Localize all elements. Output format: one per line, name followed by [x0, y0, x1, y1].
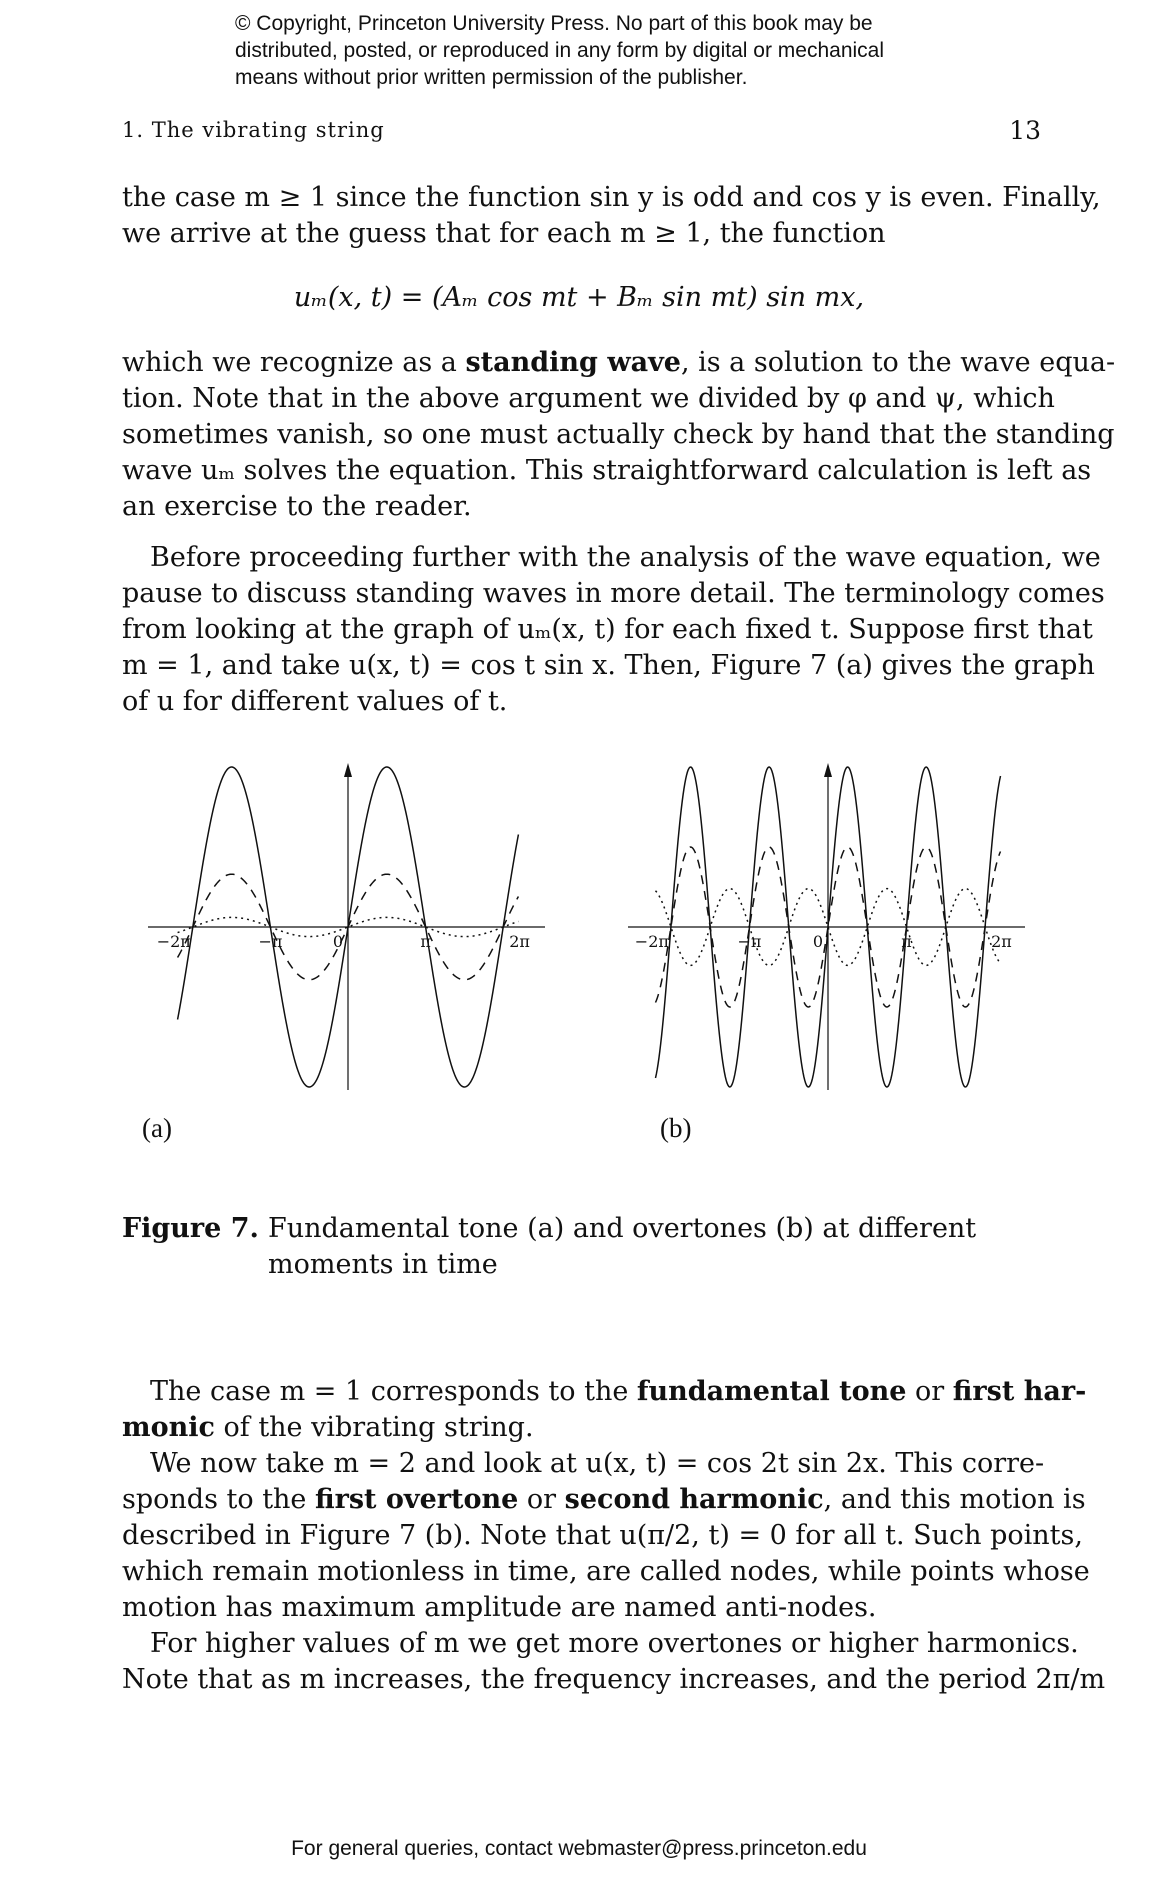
term-first-overtone: first overtone	[315, 1484, 519, 1515]
page-number: 13	[1009, 116, 1041, 145]
figure-panel-b	[628, 763, 1025, 1090]
caption-label: Figure 7.	[122, 1213, 259, 1244]
y-axis-arrow	[824, 763, 832, 777]
paragraph-2	[122, 345, 1116, 525]
text-line: of u for different values of t.	[122, 686, 508, 717]
term-first-harmonic: first har-	[952, 1376, 1087, 1407]
copyright-line-1: © Copyright, Princeton University Press. No part of this book may be	[235, 12, 873, 35]
panel-a-label: (a)	[142, 1113, 172, 1143]
text-line: from looking at the graph of uₘ(x, t) for each fixed t. Suppose first that	[122, 614, 1093, 645]
figure-7	[0, 755, 1158, 1105]
paragraph-4	[122, 1374, 1087, 1446]
y-axis-arrow	[344, 763, 352, 777]
text-line: Note that as m increases, the frequency increases, and the period 2π/m	[122, 1664, 1106, 1695]
term-standing-wave: standing wave	[465, 347, 681, 378]
term-first-harmonic-cont: monic	[122, 1412, 215, 1443]
tick-label-zero: 0	[332, 932, 344, 951]
text-line: tion. Note that in the above argument we divided by φ and ψ, which	[122, 383, 1055, 414]
text-line	[122, 345, 1116, 381]
copyright-line-3: means without prior written permission of the publisher.	[235, 66, 748, 89]
text-run: sponds to the	[122, 1484, 315, 1515]
tick-label-neg_two_pi: −2π	[156, 932, 191, 951]
text-run: which we recognize as a	[122, 347, 466, 378]
tick-label-pi: π	[901, 932, 912, 951]
text-line: described in Figure 7 (b). Note that u(π/2, t) = 0 for all t. Such points,	[122, 1520, 1083, 1551]
caption-text: Fundamental tone (a) and overtones (b) at different moments in time	[268, 1213, 977, 1280]
text-run: , and this motion is	[823, 1484, 1086, 1515]
text-line: an exercise to the reader.	[122, 491, 472, 522]
term-second-harmonic: second harmonic	[564, 1484, 824, 1515]
paragraph-5	[122, 1446, 1090, 1626]
text-line: wave uₘ solves the equation. This straightforward calculation is left as	[122, 455, 1092, 486]
text-run: of the vibrating string.	[214, 1412, 534, 1443]
running-head: 1. The vibrating string	[122, 118, 385, 142]
tick-label-two_pi: 2π	[509, 932, 530, 951]
text-run: The case m = 1 corresponds to the	[150, 1376, 637, 1407]
tick-label-two_pi: 2π	[991, 932, 1012, 951]
tick-label-neg_two_pi: −2π	[634, 932, 669, 951]
paragraph-1	[122, 180, 1101, 252]
panel-b-label: (b)	[660, 1113, 692, 1143]
text-line: motion has maximum amplitude are named anti-nodes.	[122, 1592, 877, 1623]
paragraph-3	[122, 540, 1105, 720]
tick-label-pi: π	[420, 932, 431, 951]
footer-contact: For general queries, contact webmaster@press.princeton.edu	[291, 1837, 867, 1860]
text-line: we arrive at the guess that for each m ≥ 1, the function	[122, 218, 886, 249]
copyright-line-2: distributed, posted, or reproduced in any form by digital or mechanical	[235, 39, 885, 62]
text-line	[122, 1374, 1087, 1410]
tick-label-neg_pi: −π	[258, 932, 283, 951]
text-line: Before proceeding further with the analysis of the wave equation, we	[150, 542, 1101, 573]
figure-panel-a	[148, 763, 545, 1090]
text-run: , is a solution to the wave equa-	[680, 347, 1116, 378]
text-line	[122, 1410, 1041, 1446]
text-line: sometimes vanish, so one must actually check by hand that the standing	[122, 419, 1115, 450]
text-line: the case m ≥ 1 since the function sin y is odd and cos y is even. Finally,	[122, 182, 1101, 213]
text-line: pause to discuss standing waves in more detail. The terminology comes	[122, 578, 1105, 609]
text-line: We now take m = 2 and look at u(x, t) = cos 2t sin 2x. This corre-	[150, 1448, 1045, 1479]
standing-wave-equation: uₘ(x, t) = (Aₘ cos mt + Bₘ sin mt) sin mx,	[293, 282, 865, 313]
text-run: or	[906, 1376, 953, 1407]
term-fundamental-tone: fundamental tone	[636, 1376, 907, 1407]
copyright-notice	[235, 10, 995, 91]
tick-label-zero: 0	[812, 932, 824, 951]
tick-label-neg_pi: −π	[737, 932, 762, 951]
text-line: For higher values of m we get more overtones or higher harmonics.	[150, 1628, 1079, 1659]
text-line: which remain motionless in time, are called nodes, while points whose	[122, 1556, 1090, 1587]
text-run: or	[518, 1484, 565, 1515]
text-line	[122, 1482, 1086, 1518]
text-line: m = 1, and take u(x, t) = cos t sin x. Then, Figure 7 (a) gives the graph	[122, 650, 1095, 681]
paragraph-6	[122, 1626, 1106, 1698]
